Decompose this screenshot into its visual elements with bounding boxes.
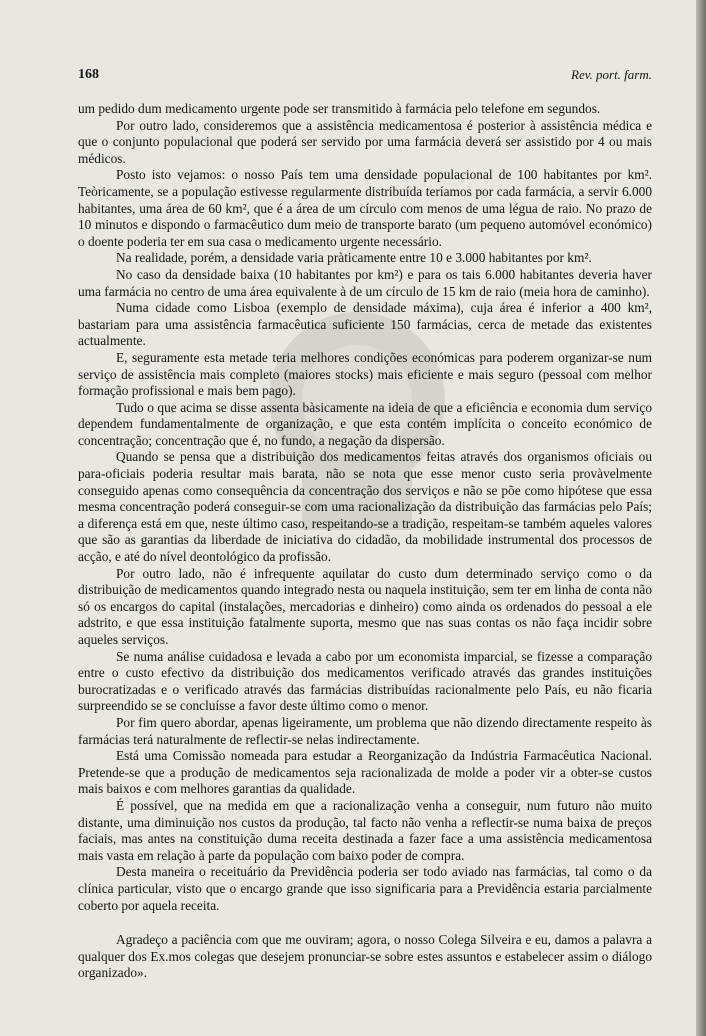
page-header [78, 67, 652, 85]
paragraph: Está uma Comissão nomeada para estudar a Reorganização da Indústria Farmacêutica Nacional. Pretende-se que a produção de medicamentos seja racionalizada de molde a poder vir a obter-se custos mais baixos e com melhores garantias da qualidade. [78, 748, 652, 797]
page-number: 168 [78, 67, 99, 82]
paragraph: Na realidade, porém, a densidade varia pràticamente entre 10 e 3.000 habitantes por km². [116, 250, 592, 266]
paragraph: Posto isto vejamos: o nosso País tem uma densidade populacional de 100 habitantes por km². Teòricamente, se a população estivesse regularmente distribuída teríamos por cada farmácia, a servir 6.000 habitantes, uma área de 60 km², que é a área de um círculo com menos de uma légua de raio. No prazo de 10 minutos e dispondo o farmacêutico dum meio de transporte barato (um pequeno automóvel económico) o doente poderia ter em sua casa o medicamento urgente necessário. [78, 167, 652, 249]
paragraph: Agradeço a paciência com que me ouviram; agora, o nosso Colega Silveira e eu, damos a palavra a qualquer dos Ex.mos colegas que desejem pronunciar-se sobre estes assuntos e estabelecer assim o diálogo organizado». [78, 932, 652, 981]
paragraph: Por outro lado, não é infrequente aquilatar do custo dum determinado serviço como o da distribuição de medicamentos quando integrado nesta ou naquela instituição, sem ter em linha de conta não só os encargos do capital (instalações, mercadorias e dinheiro) como ainda os ordenados do pessoal a ele adstrito, e que essa instituição fatalmente suporta, mesmo que nas suas contas os não faça incidir sobre aqueles serviços. [78, 565, 652, 647]
running-title: Rev. port. farm. [571, 67, 652, 82]
paragraph: Numa cidade como Lisboa (exemplo de densidade máxima), cuja área é inferior a 400 km², bastariam para uma assistência farmacêutica suficiente 150 farmácias, cerca de metade das existentes actualmente. [78, 300, 652, 349]
paragraph: No caso da densidade baixa (10 habitantes por km²) e para os tais 6.000 habitantes deveria haver uma farmácia no centro de uma área equivalente à de um círculo de 15 km de raio (meia hora de caminho). [78, 266, 652, 299]
paragraph: Por outro lado, consideremos que a assistência medicamentosa é posterior à assistência médica e que o conjunto populacional que poderá ser servido por uma farmácia deverá ser assistido por 4 ou mais médicos. [78, 117, 652, 166]
paragraph: Tudo o que acima se disse assenta bàsicamente na ideia de que a eficiência e economia dum serviço dependem fundamentalmente de organização, e que esta contém implícita o conceito económico de concentração; concentração que é, no fundo, a negação da dispersão. [78, 399, 652, 448]
paragraph: É possível, que na medida em que a racionalização venha a conseguir, num futuro não muito distante, uma diminuição nos custos da produção, tal facto não venha a reflectir-se numa baixa de preços faciais, mas antes na constituição duma receita destinada a fazer face a uma assistência medicamentosa mais vasta em relação à parte da população com baixo poder de compra. [78, 797, 652, 863]
paragraph: Quando se pensa que a distribuição dos medicamentos feitas através dos organismos oficiais ou para-oficiais poderia resultar mais barata, não se nota que esse menor custo seria provàvelmente conseguido apenas como consequência da concentração dos serviços e não se põe como hipótese que essa mesma concentração poderá conseguir-se com uma racionalização da distribuição das farmácias pelo País; a diferença está em que, neste último caso, respeitando-se a tradição, respeitam-se também aqueles valores que são as garantias da liberdade de iniciativa do cidadão, da mobilidade instrumental dos processos de acção, e até do nível deontológico da profissão. [78, 449, 652, 565]
page-edge-shadow [696, 0, 706, 1036]
paragraph: Desta maneira o receituário da Previdência poderia ser todo aviado nas farmácias, tal como o da clínica particular, visto que o encargo grande que isso significaria para a Previdência estaria parcialmente coberto por aquela receita. [78, 864, 652, 913]
paragraph: Se numa análise cuidadosa e levada a cabo por um economista imparcial, se fizesse a comparação entre o custo efectivo da distribuição dos medicamentos verificado através das grandes instituições burocratizadas e o verificado através das farmácias distribuídas racionalmente pelo País, eu não ficaria surpreendido se se concluísse a favor deste último como o menor. [78, 648, 652, 714]
body-text [78, 101, 652, 982]
paragraph: Por fim quero abordar, apenas ligeiramente, um problema que não dizendo directamente respeito às farmácias terá naturalmente de reflectir-se nelas indirectamente. [78, 714, 652, 747]
paragraph: E, seguramente esta metade teria melhores condições económicas para poderem organizar-se num serviço de assistência mais completo (maiores stocks) mais eficiente e mais seguro (pessoal com melhor formação profissional e mais bem pago). [78, 349, 652, 399]
paragraph: um pedido dum medicamento urgente pode ser transmitido à farmácia pelo telefone em segundos. [78, 101, 601, 116]
